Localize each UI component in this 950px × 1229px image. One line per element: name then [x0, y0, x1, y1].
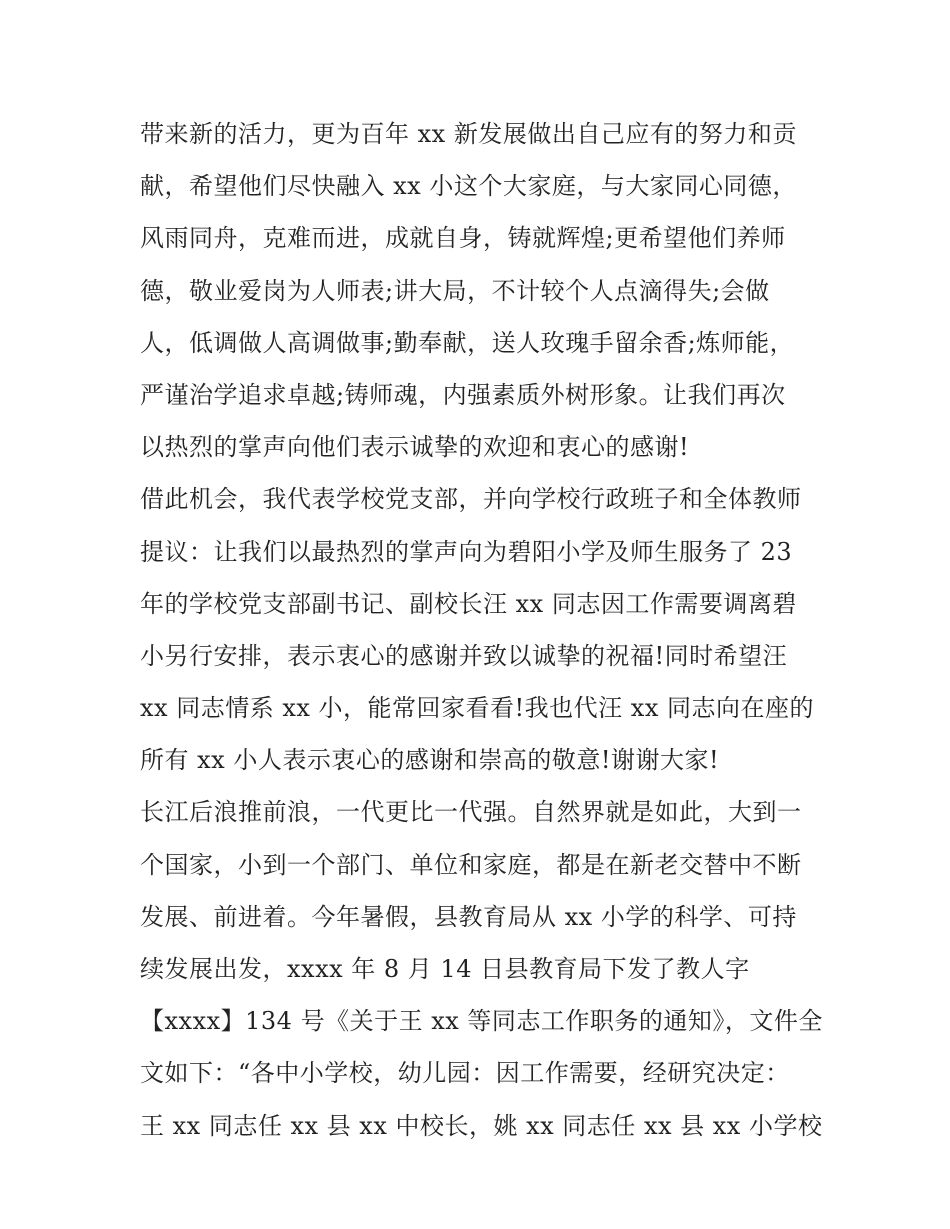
text-line: 文如下：“各中小学校，幼儿园：因工作需要，经研究决定： — [140, 1059, 790, 1088]
text-line: 王 xx 同志任 xx 县 xx 中校长，姚 xx 同志任 xx 县 xx 小学校 — [140, 1111, 823, 1140]
text-line: 年的学校党支部副书记、副校长汪 xx 同志因工作需要调离碧 — [140, 589, 797, 618]
text-line: 严谨治学追求卓越;铸师魂，内强素质外树形象。让我们再次 — [140, 380, 786, 409]
text-line: 带来新的活力，更为百年 xx 新发展做出自己应有的努力和贡 — [140, 120, 797, 148]
text-line: 小另行安排，表示衷心的感谢并致以诚挚的祝福!同时希望汪 — [140, 641, 788, 670]
text-line: 献，希望他们尽快融入 xx 小这个大家庭，与大家同心同德， — [140, 172, 797, 201]
text-line: 德，敬业爱岗为人师表;讲大局，不计较个人点滴得失;会做 — [140, 276, 770, 305]
text-line: 个国家，小到一个部门、单位和家庭，都是在新老交替中不断 — [140, 850, 802, 879]
body-text — [140, 108, 830, 1152]
text-line: 借此机会，我代表学校党支部，并向学校行政班子和全体教师 — [140, 485, 802, 514]
text-line: 提议：让我们以最热烈的掌声向为碧阳小学及师生服务了 23 — [140, 537, 793, 566]
text-line: 长江后浪推前浪，一代更比一代强。自然界就是如此，大到一 — [140, 798, 802, 827]
text-line: 【xxxx】134 号《关于王 xx 等同志工作职务的通知》，文件全 — [140, 1007, 823, 1036]
text-line: 发展、前进着。今年暑假，县教育局从 xx 小学的科学、可持 — [140, 902, 797, 931]
text-line: 风雨同舟，克难而进，成就自身，铸就辉煌;更希望他们养师 — [140, 224, 786, 253]
text-line: 以热烈的掌声向他们表示诚挚的欢迎和衷心的感谢! — [140, 433, 690, 462]
text-line: 人，低调做人高调做事;勤奉献，送人玫瑰手留余香;炼师能， — [140, 328, 795, 357]
text-line: xx 同志情系 xx 小，能常回家看看!我也代汪 xx 同志向在座的 — [140, 694, 814, 723]
text-line: 续发展出发，xxxx 年 8 月 14 日县教育局下发了教人字 — [140, 955, 750, 983]
text-line: 所有 xx 小人表示衷心的感谢和崇高的敬意!谢谢大家! — [140, 746, 720, 775]
